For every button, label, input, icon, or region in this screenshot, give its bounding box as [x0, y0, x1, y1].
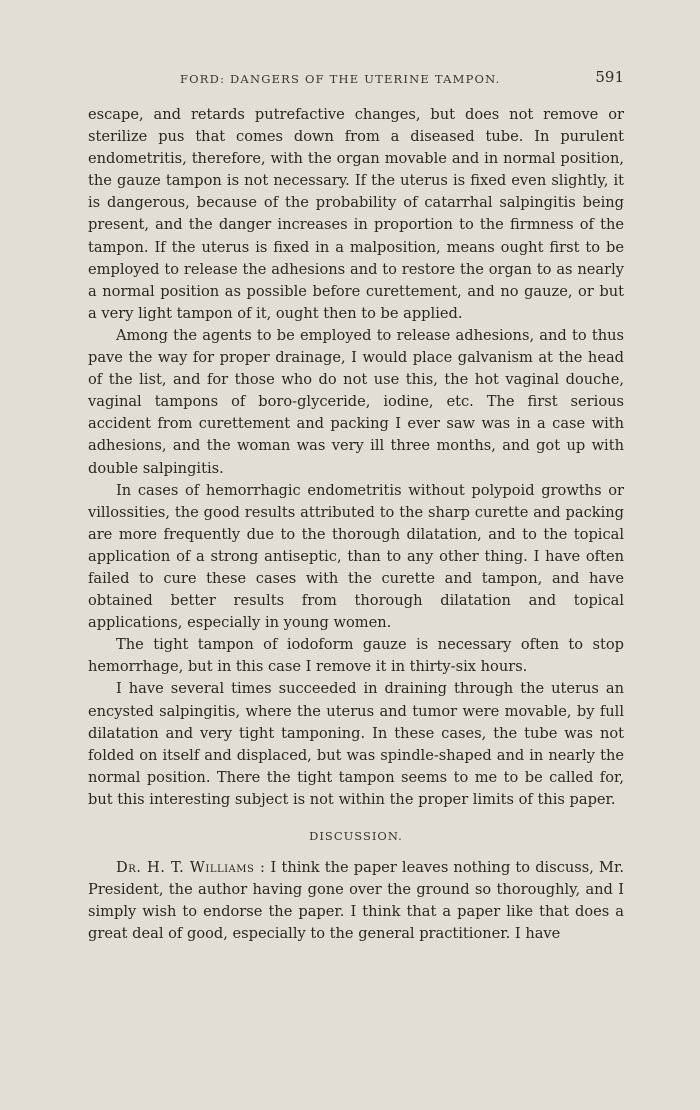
page-number: 591	[595, 68, 624, 86]
discussion-text: I think the paper leaves nothing to discuss, Mr. President, the author having gone over the ground so thoroughly, and I simply wish to endorse the paper. I think that a paper like that does a great deal of good, especially to the general practitioner. I have	[88, 859, 624, 943]
discussion-paragraph	[88, 857, 624, 945]
page-header	[88, 68, 626, 90]
paragraph: In cases of hemorrhagic endometritis without polypoid growths or villossities, the good results attributed to the sharp curette and packing are more frequently due to the thorough dilatation, and to the topical application of a strong antiseptic, than to any other thing. I have often failed to cure these cases with the curette and tampon, and have obtained better results from thorough dilatation and topical applications, especially in young women.	[88, 481, 624, 632]
paragraph: Among the agents to be employed to release adhesions, and to thus pave the way for proper drainage, I would place galvanism at the head of the list, and for those who do not use this, the hot vaginal douche, vaginal tampons of boro-glyceride, iodine, etc. The first serious accident from curettement and packing I ever saw was in a case with adhesions, and the woman was very ill three months, and got up with double salpingitis.	[88, 326, 624, 477]
section-heading: DISCUSSION.	[309, 829, 403, 843]
paragraph: The tight tampon of iodoform gauze is necessary often to stop hemorrhage, but in this case I remove it in thirty-six hours.	[88, 636, 624, 676]
speaker-name: Dr. H. T. Williams :	[116, 859, 266, 876]
paragraph: escape, and retards putrefactive changes, but does not remove or sterilize pus that comes down from a diseased tube. In purulent endometritis, therefore, with the organ movable and in normal position, the gauze tampon is not necessary. If the uterus is fixed even slightly, it is dangerous, because of the probability of catarrhal salpingitis being present, and the danger increases in proportion to the firmness of the tampon. If the uterus is fixed in a malposition, means ought first to be employed to release the adhesions and to restore the organ to as nearly a normal position as possible before curettement, and no gauze, or but a very light tampon of it, ought then to be applied.	[88, 106, 624, 322]
running-head: FORD: DANGERS OF THE UTERINE TAMPON.	[180, 72, 501, 86]
body-text	[88, 104, 624, 945]
paragraph: I have several times succeeded in draining through the uterus an encysted salpingitis, where the uterus and tumor were movable, by full dilatation and very tight tamponing. In these cases, the tube was not folded on itself and displaced, but was spindle-shaped and in nearly the normal position. There the tight tampon seems to me to be called for, but this interesting subject is not within the proper limits of this paper.	[88, 680, 624, 808]
